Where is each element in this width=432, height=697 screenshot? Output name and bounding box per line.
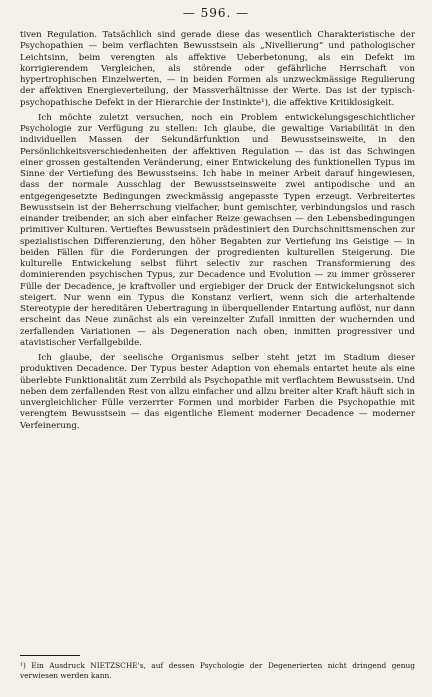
- body-text: [20, 30, 415, 432]
- paragraph-development-problem: Ich möchte zuletzt versuchen, noch ein Problem entwickelungsgeschichtlicher Psychologie zur Verfügung zu stellen: Ich glaube, die gewaltige Variabilität in den individuellen Massen der Sekundärfunktion und Bewusstseinsweite, in den Persönlichkeitsverschiedenheiten der affektiven Regulation — das ist das Schwingen einer grossen gestaltenden Veränderung, einer Entwickelung des funktionellen Typus im Sinne der Vertiefung des Bewusstseins. Ich habe in meiner Arbeit darauf hingewiesen, dass der normale Ausschlag der Bewusstseinsweite zwei antipodische und an entgegengesetzte Bedingungen zweckmässig angepasste Typen erzeugt. Verbreitertes Bewusstsein ist der Beherrschung vielfacher, bunt gemischter, verbindungslos und rasch einander treibender, an sich aber einfacher Reize gewachsen — den Lebensbedingungen primitiver Kulturen. Vertieftes Bewusstsein prädestiniert den Durchschnittsmenschen zur spezialistischen Differenzierung, den höher Begabten zur Vertiefung ins Geistige — in beiden Fällen für die Forderungen der progredienten kulturellen Steigerung. Die kulturelle Entwickelung selbst führt selectiv zur raschen Transformierung des dominierenden psychischen Typus, zur Decadence und Evolution — zu immer grösserer Fülle der Decadence, je kraftvoller und ergiebiger der Druck der Entwickelungsnot sich steigert. Nur wenn ein Typus die Konstanz verliert, wenn sich die arterhaltende Stereotypie der hereditären Uebertragung in überquellender Entartung auflöst, nur dann erscheint das Neue zunächst als ein vereinzelter Zufall inmitten der wuchernden und zerfallenden Variationen — als Degeneration nach oben, inmitten progressiver und atavistischer Verfallgebilde.: [20, 112, 415, 348]
- paragraph-productive-decadence: Ich glaube, der seelische Organismus selber steht jetzt im Stadium dieser produktiven Decadence. Der Typus bester Adaption von ehemals entartet heute als eine überlebte Funktionalität zum Zerrbild als Psychopathie mit verflachtem Bewusstsein. Und neben dem zerfallenden Rest von allzu einfacher und allzu breiter alter Kraft häuft sich in unvergleichlicher Fülle verzerrter Formen und morbider Farben die Psychopathie mit verengtem Bewusstsein — das eigentliche Element moderner Decadence — moderner Verfeinerung.: [20, 353, 415, 431]
- footnote-divider: [20, 655, 80, 656]
- paragraph-continuation: tiven Regulation. Tatsächlich sind gerade diese das wesentlich Charakteristische der Psychopathien — beim verflachten Bewusstsein als „Nivellierung“ und pathologischer Leichtsinn, beim verengten als affektive Ueberbetonung, als ein Defekt im korrigierendem Vergleichen, als störende oder gefährliche Herrschaft von hypertrophischen Einzelwerten, — in beiden Formen als unzweckmässige Regulierung der affektiven Energieverteilung, der Massverhältnisse der Werte. Das ist der typisch-psychopathische Defekt in der Hierarchie der Instinkte¹), die affektive Kritiklosigkeit.: [20, 30, 415, 108]
- footnote: ¹) Ein Ausdruck NIETZSCHE's, auf dessen Psychologie der Degenerierten nicht dringend genug verwiesen werden kann.: [20, 661, 415, 680]
- page-number: — 596. —: [182, 6, 250, 20]
